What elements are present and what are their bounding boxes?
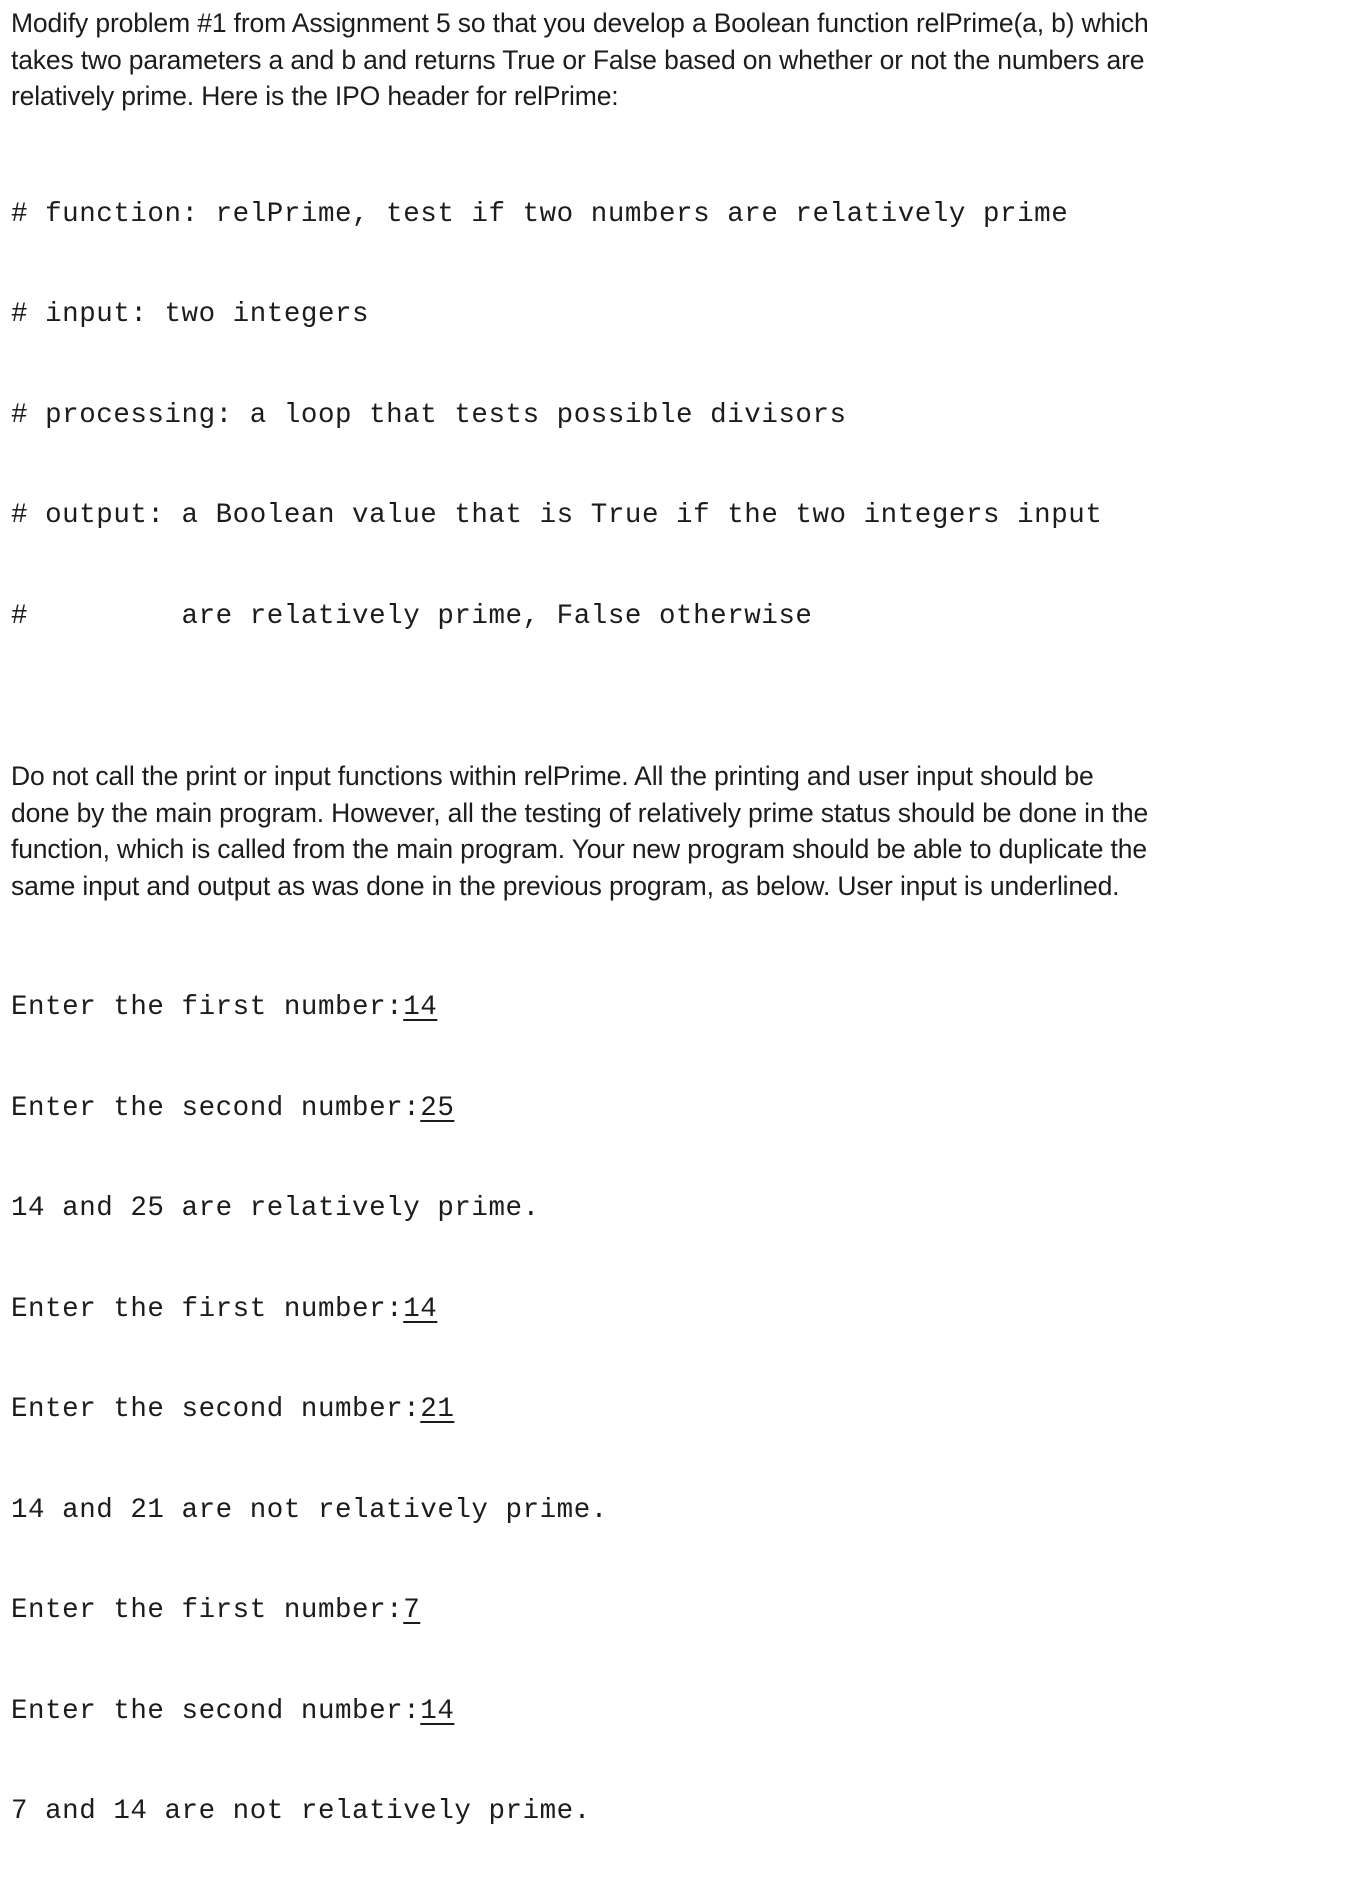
session-output: 14 and 21 are not relatively prime. [11,1494,608,1526]
session-prompt: Enter the second number: [11,1695,421,1727]
session-line [11,1795,1346,1829]
user-input-value: 14 [403,1293,438,1325]
session-output: 7 and 14 are not relatively prime. [11,1796,591,1827]
assignment-document [11,5,1346,1896]
instructions-line: done by the main program. However, all the testing of relatively prime status should be done in the [11,797,1149,828]
session-prompt: Enter the second number: [11,1092,421,1124]
user-input-value: 7 [403,1595,421,1626]
user-input-value: 21 [420,1394,455,1425]
session-prompt: Enter the second number: [11,1394,421,1425]
session-line [11,1393,1346,1427]
session-line [11,1695,1346,1729]
session-line [11,1594,1346,1628]
sample-session-code-block [11,924,1346,1896]
session-line [11,1092,1346,1126]
ipo-header-line: # function: relPrime, test if two numbers are relatively prime [11,198,1069,230]
user-input-value: 25 [420,1092,455,1124]
user-input-value: 14 [403,992,438,1023]
ipo-header-line: # output: a Boolean value that is True if the two integers input [11,500,1103,531]
session-line [11,1293,1346,1327]
instructions-line: Do not call the print or input functions within relPrime. All the printing and user input should be [11,761,1094,791]
session-prompt: Enter the first number: [11,1293,404,1325]
session-prompt: Enter the first number: [11,992,404,1023]
instructions-line: same input and output as was done in the previous program, as below. User input is underlined. [11,870,1120,901]
ipo-header-line: # are relatively prime, False otherwise [11,600,813,632]
user-input-value: 14 [420,1695,455,1727]
instructions-line: function, which is called from the main program. Your new program should be able to duplicate the [11,834,1147,864]
session-prompt: Enter the first number: [11,1595,404,1626]
session-output: 14 and 25 are relatively prime. [11,1193,540,1224]
intro-line: takes two parameters a and b and returns True or False based on whether or not the numbers are [11,44,1145,75]
ipo-header-line: # processing: a loop that tests possible divisors [11,399,847,431]
intro-paragraph [11,5,1346,115]
session-line [11,991,1346,1025]
ipo-header-line: # input: two integers [11,299,370,330]
session-line [11,1192,1346,1226]
intro-line: relatively prime. Here is the IPO header for relPrime: [11,81,619,111]
ipo-header-code-block [11,131,1346,701]
session-line [11,1494,1346,1528]
intro-line: Modify problem #1 from Assignment 5 so that you develop a Boolean function relPrime(a, b) which [11,8,1149,38]
instructions-paragraph [11,758,1346,904]
